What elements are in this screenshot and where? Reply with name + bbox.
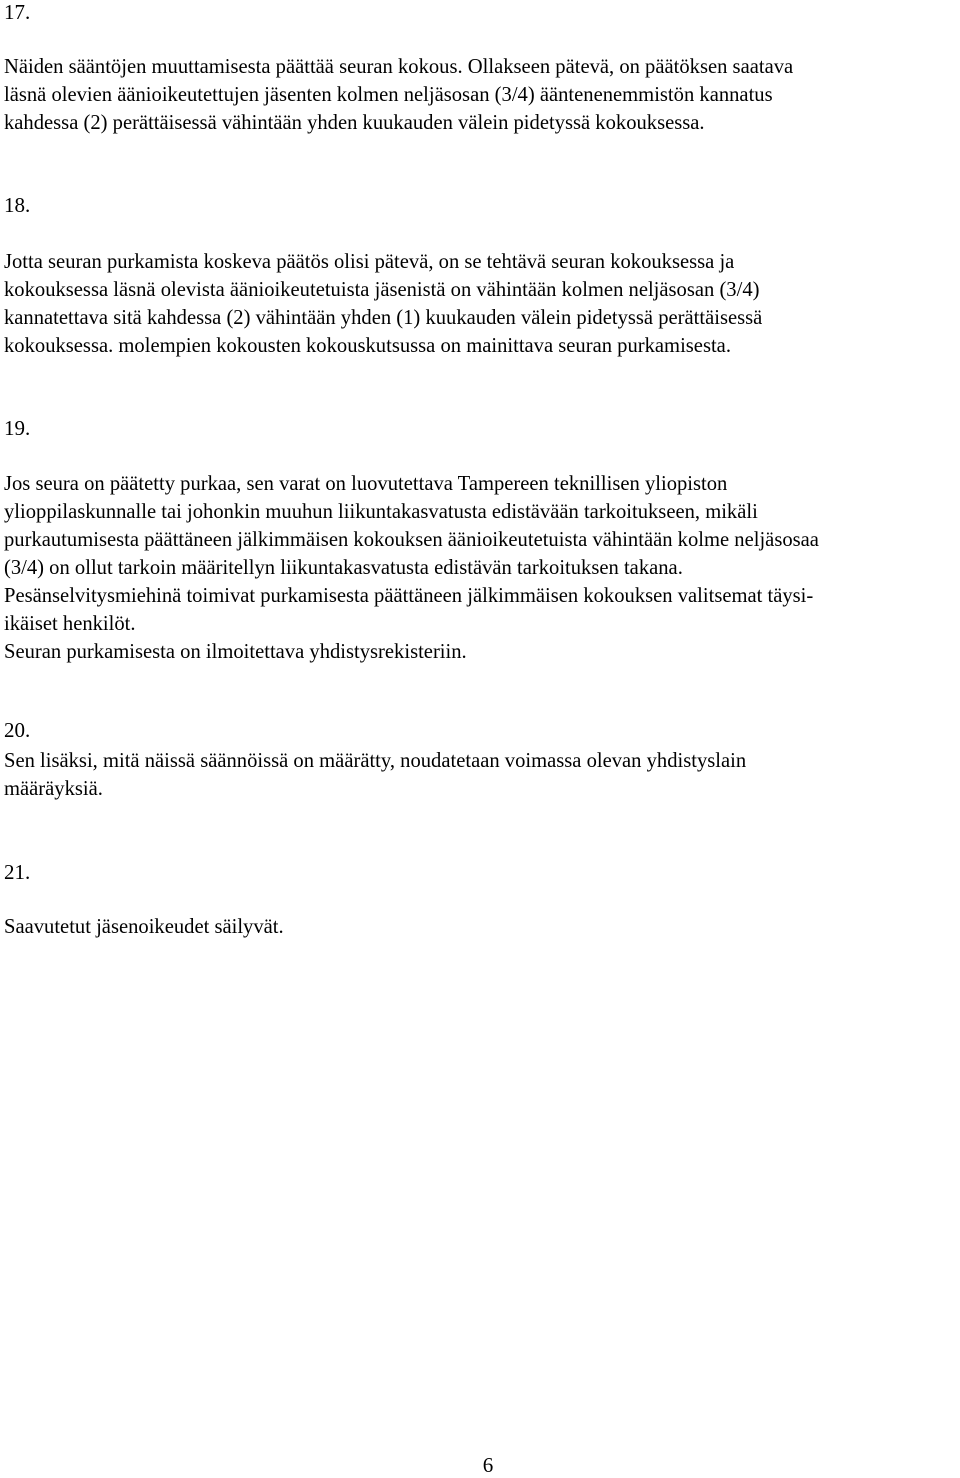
section-21-text	[4, 913, 956, 941]
section-20-text	[4, 747, 956, 803]
section-18-line-4: kokouksessa. molempien kokousten kokouskutsussa on mainittava seuran purkamisesta.	[4, 335, 731, 357]
section-19-text	[4, 470, 956, 666]
section-17-number: 17.	[4, 0, 31, 24]
section-20-line-1: Sen lisäksi, mitä näissä säännöissä on määrätty, noudatetaan voimassa olevan yhdistyslain	[4, 750, 747, 772]
section-19-line-5: Pesänselvitysmiehinä toimivat purkamisesta päättäneen jälkimmäisen kokouksen valitsemat täysi-	[4, 585, 814, 607]
section-18-line-1: Jotta seuran purkamista koskeva päätös olisi pätevä, on se tehtävä seuran kokouksessa ja	[4, 251, 735, 273]
section-19-line-1: Jos seura on päätetty purkaa, sen varat on luovutettava Tampereen teknillisen yliopiston	[4, 473, 728, 495]
section-17-text	[4, 53, 956, 137]
section-17-line-2: läsnä olevien äänioikeutettujen jäsenten kolmen neljäsosan (3/4) ääntenenemmistön kannatus	[4, 84, 773, 106]
section-17-line-3: kahdessa (2) perättäisessä vähintään yhden kuukauden välein pidetyssä kokouksessa.	[4, 112, 705, 134]
section-19-line-6: ikäiset henkilöt.	[4, 613, 136, 635]
document-page	[4, 0, 956, 1475]
section-21-number: 21.	[4, 860, 31, 884]
section-18-line-3: kannatettava sitä kahdessa (2) vähintään yhden (1) kuukauden välein pidetyssä perättäisessä	[4, 307, 763, 329]
section-20-line-2: määräyksiä.	[4, 778, 103, 800]
section-18-text	[4, 248, 956, 360]
section-18-number: 18.	[4, 193, 31, 217]
page-number: 6	[482, 1453, 494, 1477]
section-19-number: 19.	[4, 416, 31, 440]
section-18-line-2: kokouksessa läsnä olevista äänioikeutetuista jäsenistä on vähintään kolmen neljäsosan (3/4)	[4, 279, 760, 301]
section-20-number: 20.	[4, 718, 31, 742]
section-17-line-1: Näiden sääntöjen muuttamisesta päättää seuran kokous. Ollakseen pätevä, on päätöksen saatava	[4, 56, 794, 78]
section-19-line-2: ylioppilaskunnalle tai johonkin muuhun liikuntakasvatusta edistävään tarkoitukseen, mikäli	[4, 501, 758, 523]
section-21-line-1: Saavutetut jäsenoikeudet säilyvät.	[4, 916, 284, 938]
section-19-line-3: purkautumisesta päättäneen jälkimmäisen kokouksen äänioikeutetuista vähintään kolme neljäsosaa	[4, 529, 819, 551]
section-19-line-7: Seuran purkamisesta on ilmoitettava yhdistysrekisteriin.	[4, 641, 467, 663]
section-19-line-4: (3/4) on ollut tarkoin määritellyn liikuntakasvatusta edistävän tarkoituksen takana.	[4, 557, 683, 579]
